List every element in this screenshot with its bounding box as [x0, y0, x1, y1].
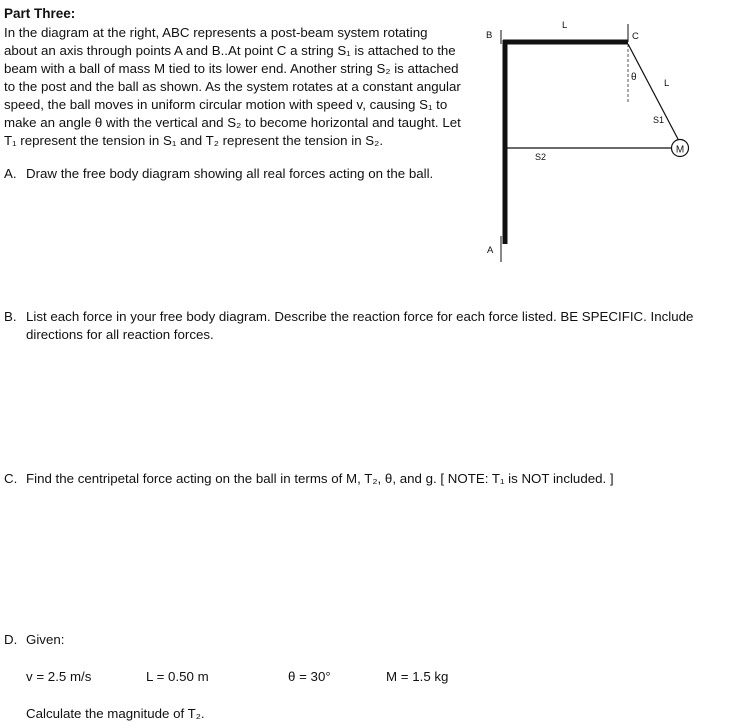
string-s1 — [628, 44, 679, 141]
label-l-top: L — [562, 20, 568, 31]
label-m: M — [675, 144, 685, 156]
label-l-side: L — [664, 78, 670, 89]
question-a — [0, 166, 470, 184]
question-c — [0, 471, 736, 489]
label-theta: θ — [631, 72, 637, 83]
label-s1: S1 — [653, 115, 665, 125]
question-a-letter: A. — [4, 166, 17, 181]
label-c: C — [632, 31, 639, 42]
calculate-prompt: Calculate the magnitude of T₂. — [26, 706, 205, 721]
question-d — [0, 632, 200, 650]
given-velocity: v = 2.5 m/s — [26, 669, 92, 684]
question-d-letter: D. — [4, 632, 18, 647]
label-a: A — [487, 245, 494, 256]
intro-line: about an axis through points A and B..At point C a string S₁ is attached to the — [4, 43, 456, 58]
question-b-text-line2: directions for all reaction forces. — [26, 327, 214, 342]
question-b-letter: B. — [4, 309, 17, 324]
given-mass: M = 1.5 kg — [386, 669, 449, 684]
question-b-text-line1: List each force in your free body diagram. Describe the reaction force for each force listed. BE SPECIFIC. Include — [26, 309, 694, 324]
question-b — [0, 309, 736, 345]
intro-line: to the post and the ball as shown. As the system rotates at a constant angular — [4, 79, 461, 94]
part-title: Part Three: — [4, 6, 76, 21]
intro-line: beam with a ball of mass M tied to its lower end. Another string S₂ is attached — [4, 61, 459, 76]
label-b: B — [486, 30, 493, 41]
given-length: L = 0.50 m — [146, 669, 209, 684]
question-c-text: Find the centripetal force acting on the ball in terms of M, T₂, θ, and g. [ NOTE: T₁ is NOT included. ] — [26, 471, 614, 486]
intro-line: In the diagram at the right, ABC represents a post-beam system rotating — [4, 25, 428, 40]
intro-line: T₁ represent the tension in S₁ and T₂ represent the tension in S₂. — [4, 133, 384, 148]
intro-line: make an angle θ with the vertical and S₂ to become horizontal and taught. Let — [4, 115, 461, 130]
post-beam-diagram — [478, 14, 718, 264]
question-c-letter: C. — [4, 471, 18, 486]
given-angle: θ = 30° — [288, 669, 331, 684]
intro-line: speed, the ball moves in uniform circular motion with speed v, causing S₁ to — [4, 97, 448, 112]
question-a-text: Draw the free body diagram showing all real forces acting on the ball. — [26, 166, 434, 181]
label-s2: S2 — [535, 152, 547, 162]
question-d-text: Given: — [26, 632, 65, 647]
